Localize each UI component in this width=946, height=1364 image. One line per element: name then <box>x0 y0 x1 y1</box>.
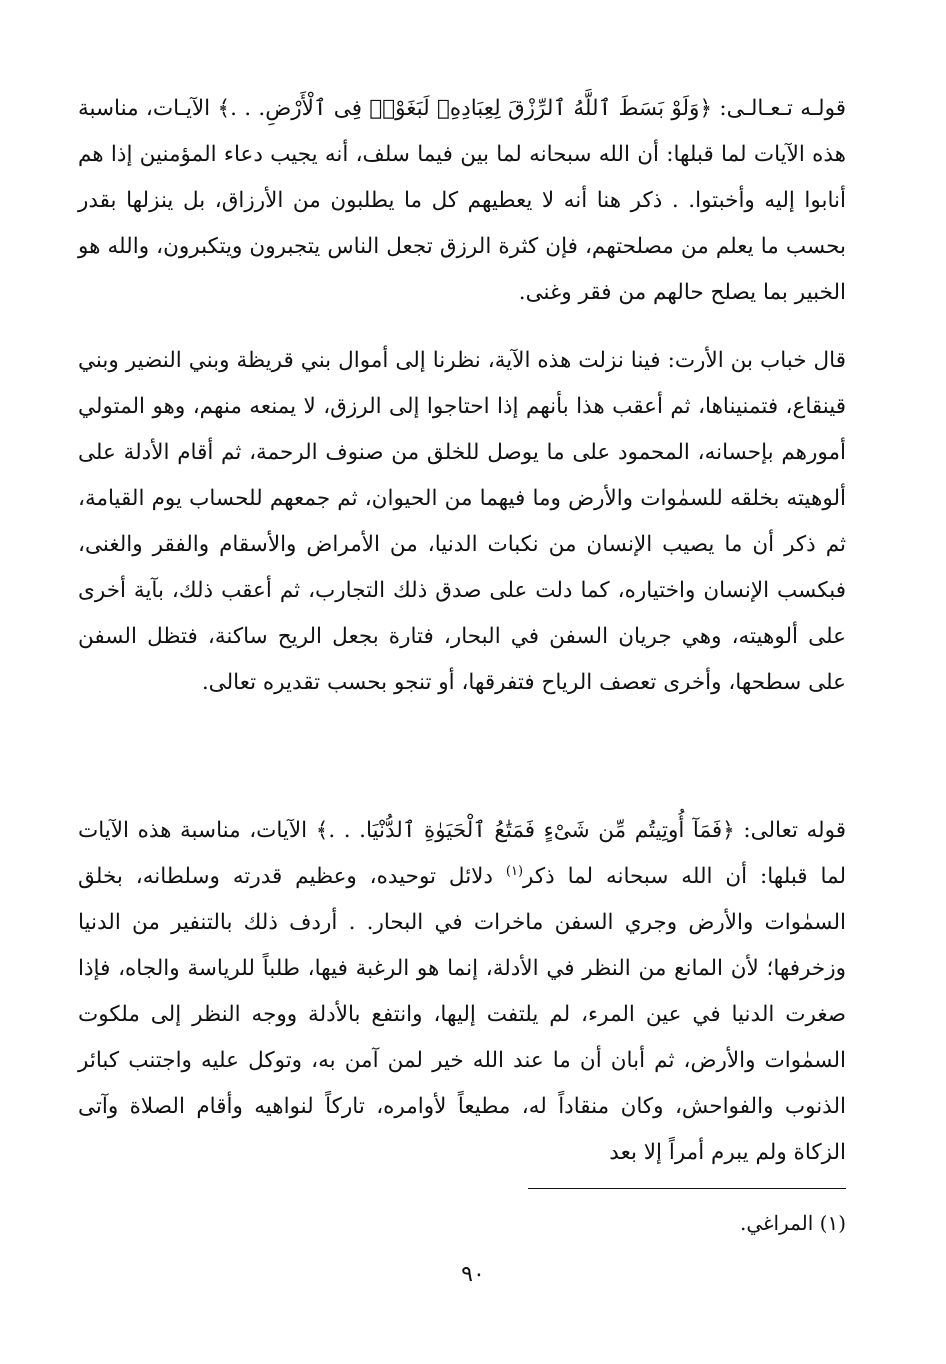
paragraph-khabbab <box>78 338 846 706</box>
footnote-divider <box>528 1188 846 1189</box>
paragraph-verse-dunya <box>78 808 846 1176</box>
paragraph-lead: قوله تعالى: <box>734 818 846 843</box>
paragraph-body: الآيـات، مناسبة هذه الآيات لما قبلها: أن الله سبحانه لما بين فيما سلف، أنه يجيب دعاء المؤمنين إذا هم أنابوا إليه وأخبتوا. . ذكر هنا أنه لا يعطيهم كل ما يطلبون من الأرزاق، بل ينزلها بقدر بحسب ما يعلم من مصلحتهم، فإن كثرة الرزق تجعل الناس يتجبرون ويتكبرون، والله هو الخبير بما يصلح حالهم من فقر وغنى. <box>78 96 846 305</box>
footnote: (١) المراغي. <box>739 1211 846 1235</box>
paragraph-verse-rizq <box>78 86 846 316</box>
footnote-marker: (١) <box>505 863 524 879</box>
paragraph-body: قال خباب بن الأرت: فينا نزلت هذه الآية، نظرنا إلى أموال بني قريظة وبني النضير وبني قينقاع، فتمنيناها، ثم أعقب هذا بأنهم إذا احتاجوا إلى الرزق، لا يمنعه منهم، وهو المتولي أمورهم بإحسانه، المحمود على ما يوصل للخلق من صنوف الرحمة، ثم أقام الأدلة على ألوهيته بخلقه للسمٰوات والأرض وما فيهما من الحيوان، ثم جمعهم للحساب يوم القيامة، ثم ذكر أن ما يصيب الإنسان من نكبات الدنيا، من الأمراض والأسقام والفقر والغنى، فبكسب الإنسان واختياره، كما دلت على صدق ذلك التجارب، ثم أعقب ذلك، بآية أخرى على ألوهيته، وهي جريان السفن في البحار، فتارة بجعل الريح ساكنة، فتظل السفن على سطحها، وأخرى تعصف الرياح فتفرقها، أو تنجو بحسب تقديره تعالى. <box>78 348 846 695</box>
quran-verse: ﴿وَلَوْ بَسَطَ ٱللَّهُ ٱلرِّزْقَ لِعِبَادِهِۦ لَبَغَوْا۟ فِى ٱلْأَرْضِ. . .﴾ <box>217 96 713 121</box>
paragraph-body-continued: دلائل توحيده، وعظيم قدرته وسلطانه، بخلق السمٰوات والأرض وجري السفن ماخرات في البحار. . أردف ذلك بالتنفير من الدنيا وزخرفها؛ لأن المانع من النظر في الأدلة، إنما هو الرغبة فيها، طلباً للرياسة والجاه، فإذا صغرت الدنيا في عين المرء، لم يلتفت إليها، وانتفع بالأدلة ووجه النظر إلى ملكوت السمٰوات والأرض، ثم أبان أن ما عند الله خير لمن آمن به، وتوكل عليه واجتنب كبائر الذنوب والفواحش، وكان منقاداً له، مطيعاً لأوامره، تاركاً لنواهيه وأقام الصلاة وآتى الزكاة ولم يبرم أمراً إلا بعد <box>78 864 846 1165</box>
paragraph-lead: قولـه تـعـالـى: <box>712 96 846 121</box>
paragraph-body: الآيات، مناسبة هذه الآيات لما قبلها: أن الله سبحانه لما ذكر <box>78 818 846 889</box>
quran-verse: ﴿فَمَآ أُوتِيتُم مِّن شَىْءٍ فَمَتَٰعُ ٱلْحَيَوٰةِ ٱلدُّنْيَا. . .﴾ <box>315 818 735 843</box>
page-number: ٩٠ <box>461 1262 485 1287</box>
